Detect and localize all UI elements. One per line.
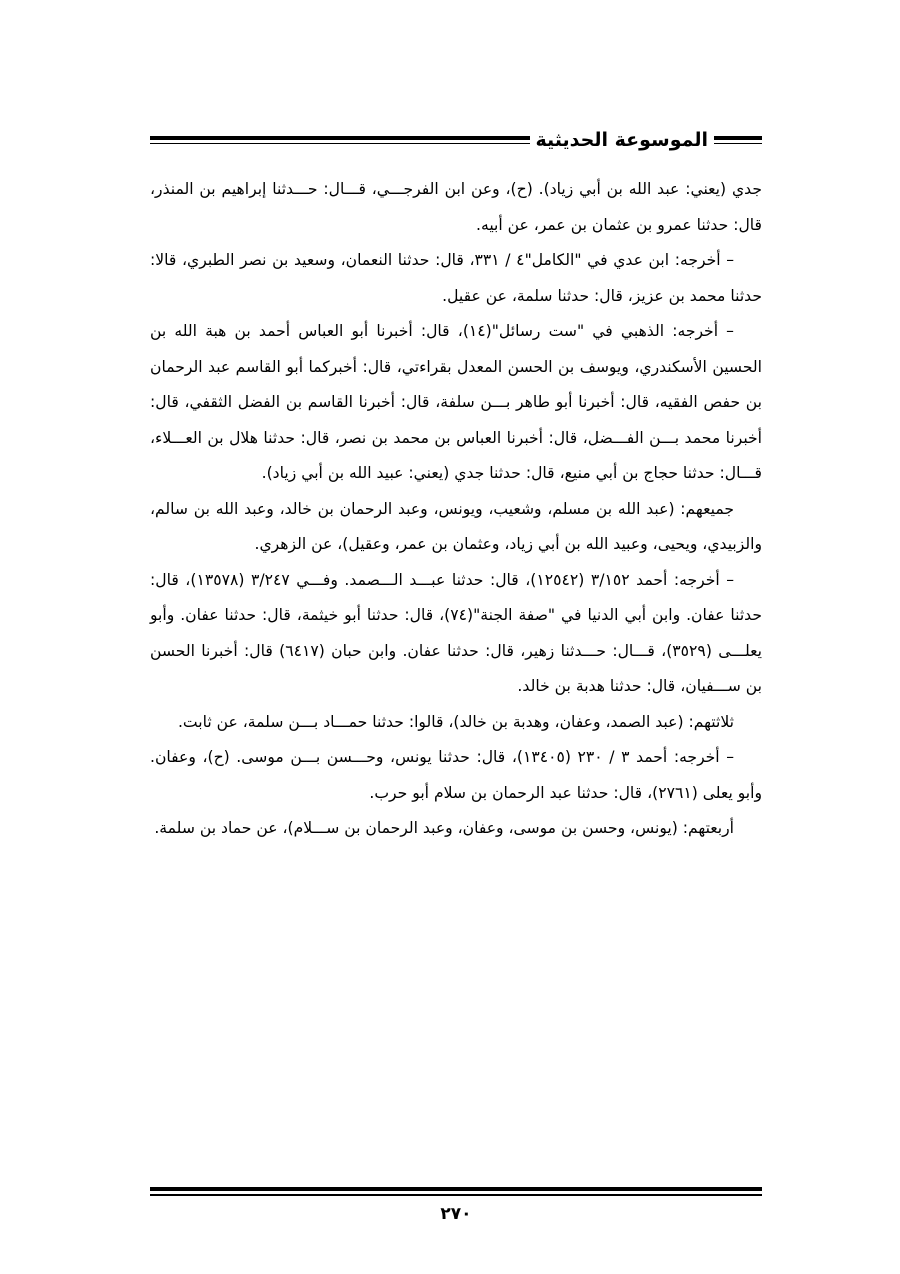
- paragraph-2: – أخرجه: ابن عدي في "الكامل"٤ / ٣٣١، قال: حدثنا النعمان، وسعيد بن نصر الطبري، قالا: حدثنا محمد بن عزيز، قال: حدثنا سلمة، عن عقيل.: [150, 251, 762, 305]
- paragraph-7: – أخرجه: أحمد ٣ / ٢٣٠ (١٣٤٠٥)، قال: حدثنا يونس، وحـــسن بـــن موسى. (ح)، وعفان. وأبو يعلى (٢٧٦١)، قال: حدثنا عبد الرحمان بن سلام أبو حرب.: [150, 748, 762, 802]
- paragraph-6: ثلاثتهم: (عبد الصمد، وعفان، وهدبة بن خالد)، قالوا: حدثنا حمـــاد بـــن سلمة، عن ثابت.: [177, 712, 734, 731]
- page-number: ٢٧٠: [440, 1204, 472, 1224]
- paragraph-1: جدي (يعني: عبد الله بن أبي زياد). (ح)، وعن ابن الفرجـــي، قـــال: حـــدثنا إبراهيم بن المنذر، قال: حدثنا عمرو بن عثمان بن عمر، عن أبيه.: [150, 180, 762, 234]
- body-text: [150, 172, 762, 847]
- header-title: الموسوعة الحديثية: [535, 129, 708, 151]
- paragraph-8: أربعتهم: (يونس، وحسن بن موسى، وعفان، وعبد الرحمان بن ســـلام)، عن حماد بن سلمة.: [154, 819, 734, 837]
- header-rule-left: [150, 136, 530, 145]
- paragraph-4: جميعهم: (عبد الله بن مسلم، وشعيب، ويونس، وعبد الرحمان بن خالد، وعبد الله بن سالم، والزبيدي، ويحيى، وعبيد الله بن أبي زياد، وعثمان بن عمر، وعقيل)، عن الزهري.: [150, 499, 762, 553]
- running-header: [150, 120, 762, 160]
- paragraph-5: – أخرجه: أحمد ٣/١٥٢ (١٢٥٤٢)، قال: حدثنا عبـــد الـــصمد. وفـــي ٣/٢٤٧ (١٣٥٧٨)، قال: حدثنا عفان. وابن أبي الدنيا في "صفة الجنة"(٧٤)، قال: حدثنا أبو خيثمة، قال: حدثنا عفان. وأبو يعلـــى (٣٥٢٩)، قـــال: حـــدثنا زهير، قال: حدثنا عفان. وابن حبان (٦٤١٧) قال: أخبرنا الحسن بن ســـفيان، قال: حدثنا هدبة بن خالد.: [150, 570, 762, 695]
- header-rule-right: [714, 136, 762, 145]
- paragraph-3: – أخرجه: الذهبي في "ست رسائل"(١٤)، قال: أخبرنا أبو العباس أحمد بن هبة الله بن الحسين الأسكندري، ويوسف بن الحسن المعدل بقراءتي، قال: أخبركما أبو القاسم عبد الرحمان بن حفص الفقيه، قال: أخبرنا أبو طاهر بـــن سلفة، قال: أخبرنا القاسم بن الفضل الثقفي، قال: أخبرنا محمد بـــن الفـــضل، قال: أخبرنا العباس بن محمد بن نصر، قال: حدثنا هلال بن العـــلاء، قـــال: حدثنا حجاج بن أبي منيع، قال: حدثنا جدي (يعني: عبيد الله بن أبي زياد).: [150, 322, 762, 482]
- book-page: [150, 0, 762, 1274]
- footer-rule: [150, 1187, 762, 1196]
